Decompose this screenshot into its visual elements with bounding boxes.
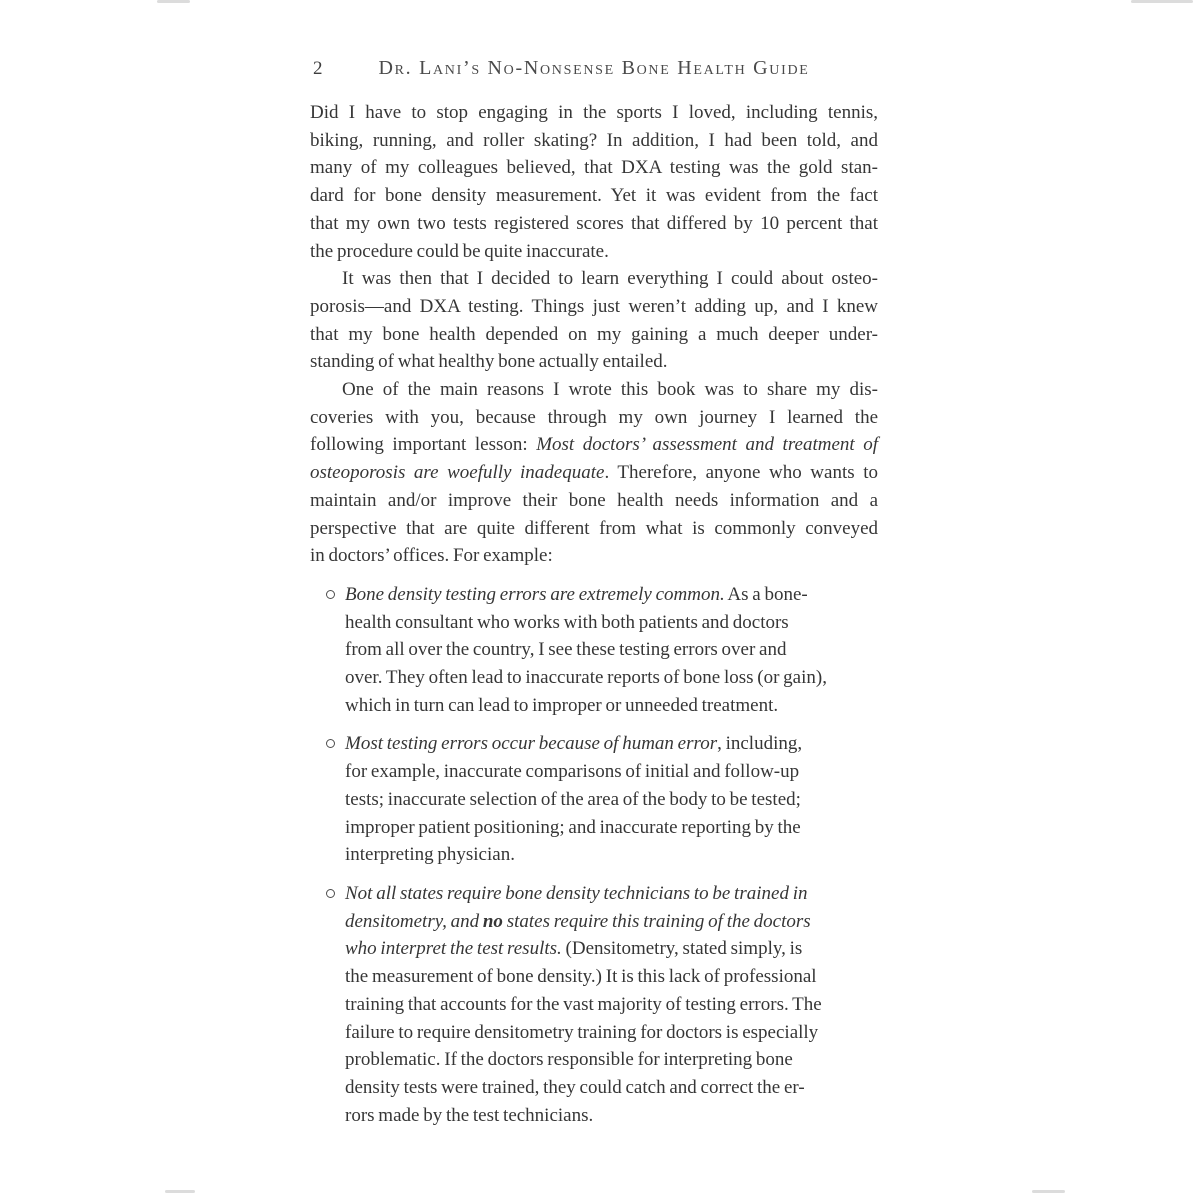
scan-artifact-top-right: [1131, 0, 1193, 3]
text-run: maintain and/or improve their bone health needs information and a: [310, 489, 878, 511]
text-line: [345, 1074, 878, 1102]
bullet-circle-icon: [326, 590, 335, 599]
text-line: [345, 1102, 878, 1130]
text-run: Not all states require bone density technicians to be trained in: [345, 882, 808, 904]
text-run: that my own two tests registered scores that differed by 10 percent that: [310, 212, 878, 234]
text-line: [310, 321, 878, 349]
text-run: density tests were trained, they could catch and correct the er-: [345, 1076, 805, 1098]
text-line: [310, 182, 878, 210]
text-run: dard for bone density measurement. Yet it was evident from the fact: [310, 185, 878, 207]
text-run: porosis—and DXA testing. Things just weren’t adding up, and I knew: [310, 295, 878, 317]
text-run: As a bone-: [724, 583, 808, 605]
text-run: no: [482, 910, 503, 932]
text-line: [310, 127, 878, 155]
text-run: rors made by the test technicians.: [345, 1104, 594, 1126]
bullet-circle-icon: [326, 739, 335, 748]
text-line: [345, 692, 878, 720]
text-run: perspective that are quite different from what is commonly conveyed: [310, 517, 878, 539]
paragraph: [310, 99, 878, 265]
text-line: [310, 154, 878, 182]
text-run: many of my colleagues believed, that DXA testing was the gold stan-: [310, 157, 878, 179]
scan-artifact-bottom-right: [1032, 1190, 1065, 1193]
text-run: (Densitometry, stated simply, is: [561, 938, 803, 960]
text-line: [345, 880, 878, 908]
book-title: Dr. Lani’s No-Nonsense Bone Health Guide: [378, 57, 810, 79]
text-run: tests; inaccurate selection of the area of the body to be tested;: [345, 788, 801, 810]
page-number: 2: [313, 58, 323, 79]
text-run: in doctors’ offices. For example:: [310, 545, 553, 567]
text-line: [345, 664, 878, 692]
text-run: coveries with you, because through my own journey I learned the: [310, 406, 878, 428]
text-line: [345, 1019, 878, 1047]
text-line: [345, 581, 878, 609]
text-line: [310, 210, 878, 238]
text-run: who interpret the test results.: [345, 938, 562, 960]
text-run: standing of what healthy bone actually entailed.: [310, 351, 668, 373]
text-line: [310, 459, 878, 487]
text-run: interpreting physician.: [345, 844, 515, 866]
text-line: [345, 908, 878, 936]
page-content: [310, 99, 878, 1129]
text-line: [310, 404, 878, 432]
text-run: for example, inaccurate comparisons of initial and follow-up: [345, 761, 800, 783]
paragraphs-container: [310, 99, 878, 570]
text-run: from all over the country, I see these testing errors over and: [345, 639, 787, 661]
bullet-item: [310, 880, 878, 1129]
text-line: [345, 1046, 878, 1074]
text-run: over. They often lead to inaccurate reports of bone loss (or gain),: [345, 667, 827, 689]
text-run: health consultant who works with both patients and doctors: [345, 611, 789, 633]
text-line: [345, 814, 878, 842]
text-line: [310, 487, 878, 515]
text-run: following important lesson:: [310, 434, 537, 456]
text-run: biking, running, and roller skating? In addition, I had been told, and: [310, 129, 878, 151]
text-run: Did I have to stop engaging in the sports I loved, including tennis,: [310, 102, 878, 123]
text-run: Most doctors’ assessment and treatment of: [536, 434, 878, 456]
text-line: [310, 99, 878, 127]
text-line: [310, 265, 878, 293]
text-line: [345, 963, 878, 991]
bullet-item: [310, 730, 878, 869]
text-run: Bone density testing errors are extremely common.: [345, 583, 725, 605]
text-run: training that accounts for the vast majority of testing errors. The: [345, 993, 822, 1015]
bullet-item: [310, 581, 878, 720]
text-line: [310, 238, 878, 266]
text-line: [345, 730, 878, 758]
bullet-circle-icon: [326, 889, 335, 898]
text-run: osteoporosis are woefully inadequate: [310, 462, 605, 484]
scan-artifact-bottom-left: [165, 1190, 195, 1193]
text-line: [310, 293, 878, 321]
text-line: [310, 348, 878, 376]
text-run: It was then that I decided to learn everything I could about osteo-: [342, 268, 878, 290]
text-run: improper patient positioning; and inaccurate reporting by the: [345, 816, 801, 838]
text-line: [345, 935, 878, 963]
text-run: One of the main reasons I wrote this book was to share my dis-: [342, 379, 878, 401]
text-run: Most testing errors occur because of human error: [345, 733, 718, 755]
text-line: [345, 758, 878, 786]
text-run: problematic. If the doctors responsible for interpreting bone: [345, 1049, 793, 1071]
bullet-list: [310, 581, 878, 1129]
text-line: [345, 991, 878, 1019]
paragraph: [310, 265, 878, 376]
text-line: [310, 542, 878, 570]
text-run: densitometry, and: [345, 910, 483, 932]
text-line: [345, 609, 878, 637]
text-line: [310, 431, 878, 459]
text-run: which in turn can lead to improper or unneeded treatment.: [345, 694, 779, 716]
text-run: that my bone health depended on my gaining a much deeper under-: [310, 323, 878, 345]
text-line: [345, 841, 878, 869]
text-run: states require this training of the doctors: [502, 910, 811, 932]
paragraph: [310, 376, 878, 570]
text-run: the measurement of bone density.) It is this lack of professional: [345, 966, 817, 988]
text-run: , including,: [717, 733, 803, 755]
text-run: . Therefore, anyone who wants to: [604, 462, 878, 484]
text-line: [310, 515, 878, 543]
text-line: [345, 636, 878, 664]
text-line: [310, 376, 878, 404]
text-run: failure to require densitometry training for doctors is especially: [345, 1021, 819, 1043]
scan-artifact-top-left: [157, 0, 190, 3]
text-line: [345, 786, 878, 814]
running-header: [310, 57, 878, 81]
text-run: the procedure could be quite inaccurate.: [310, 240, 609, 262]
